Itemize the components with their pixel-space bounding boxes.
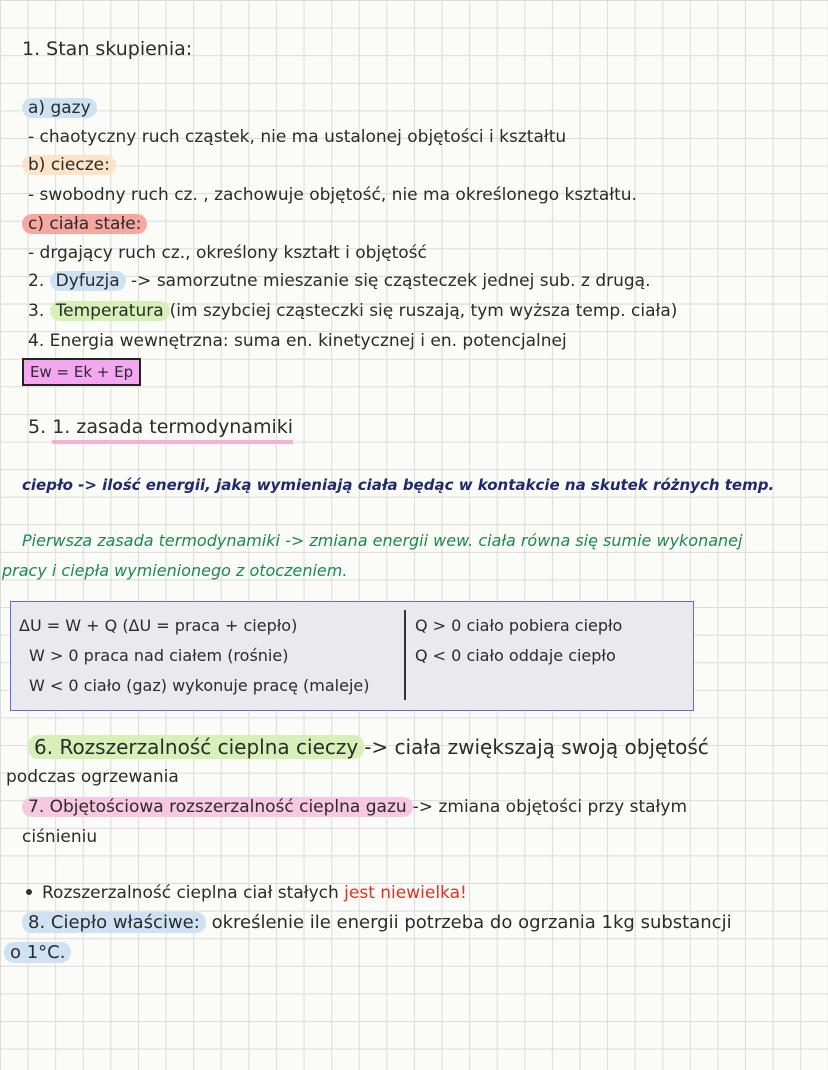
solid-expansion-line: Rozszerzalność cieplna ciał stałych jest niewielka! [22,882,467,904]
table-divider [404,610,406,700]
formula-table [10,601,694,711]
law-heading: 5. 1. zasada termodynamiki [28,416,293,438]
table-row-2-left: W > 0 praca nad ciałem (rośnie) [29,646,289,665]
table-row-3-left: W < 0 ciało (gaz) wykonuje pracę (maleje) [29,676,370,695]
table-row-1-right: Q > 0 ciało pobiera ciepło [415,616,623,635]
energy-formula-box: Ew = Ek + Ep [22,358,141,386]
expansion-liquid-line: 6. Rozszerzalność cieplna cieczy -> ciała zwiększają swoją objętość [28,736,709,758]
solid-label: c) ciała stałe: [22,213,147,235]
liquid-description: - swobodny ruch cz. , zachowuje objętość, nie ma określonego kształtu. [28,185,637,205]
specific-heat-line: 8. Ciepło właściwe: określenie ile energii potrzeba do ogrzania 1kg substancji [22,912,732,934]
specific-heat-cont: o 1°C. [4,942,71,964]
diffusion-line: 2. Dyfuzja -> samorzutne mieszanie się cząsteczek jednej sub. z drugą. [28,271,651,291]
expansion-gas-line: 7. Objętościowa rozszerzalność cieplna gazu -> zmiana objętości przy stałym [22,796,687,818]
first-law-line-2: pracy i ciepła wymienionego z otoczeniem. [2,561,348,580]
gas-label: a) gazy [22,97,97,119]
heat-definition: ciepło -> ilość energii, jaką wymieniają ciała będąc w kontakcie na skutek różnych temp. [22,476,775,494]
table-row-1-left: ΔU = W + Q (ΔU = praca + ciepło) [19,616,298,635]
expansion-gas-cont: ciśnieniu [22,827,98,847]
temperature-line: 3. Temperatura (im szybciej cząsteczki się ruszają, tym wyższa temp. ciała) [28,301,678,321]
solid-description: - drgający ruch cz., określony kształt i objętość [28,243,427,263]
energy-line: 4. Energia wewnętrzna: suma en. kinetycznej i en. potencjalnej [28,331,567,351]
table-row-2-right: Q < 0 ciało oddaje ciepło [415,646,616,665]
expansion-liquid-cont: podczas ogrzewania [6,767,179,787]
bullet-icon [26,889,32,895]
first-law-line-1: Pierwsza zasada termodynamiki -> zmiana energii wew. ciała równa się sumie wykonanej [22,531,743,550]
heading: 1. Stan skupienia: [22,38,193,60]
gas-description: - chaotyczny ruch cząstek, nie ma ustalonej objętości i kształtu [28,127,567,147]
liquid-label: b) ciecze: [22,154,116,176]
